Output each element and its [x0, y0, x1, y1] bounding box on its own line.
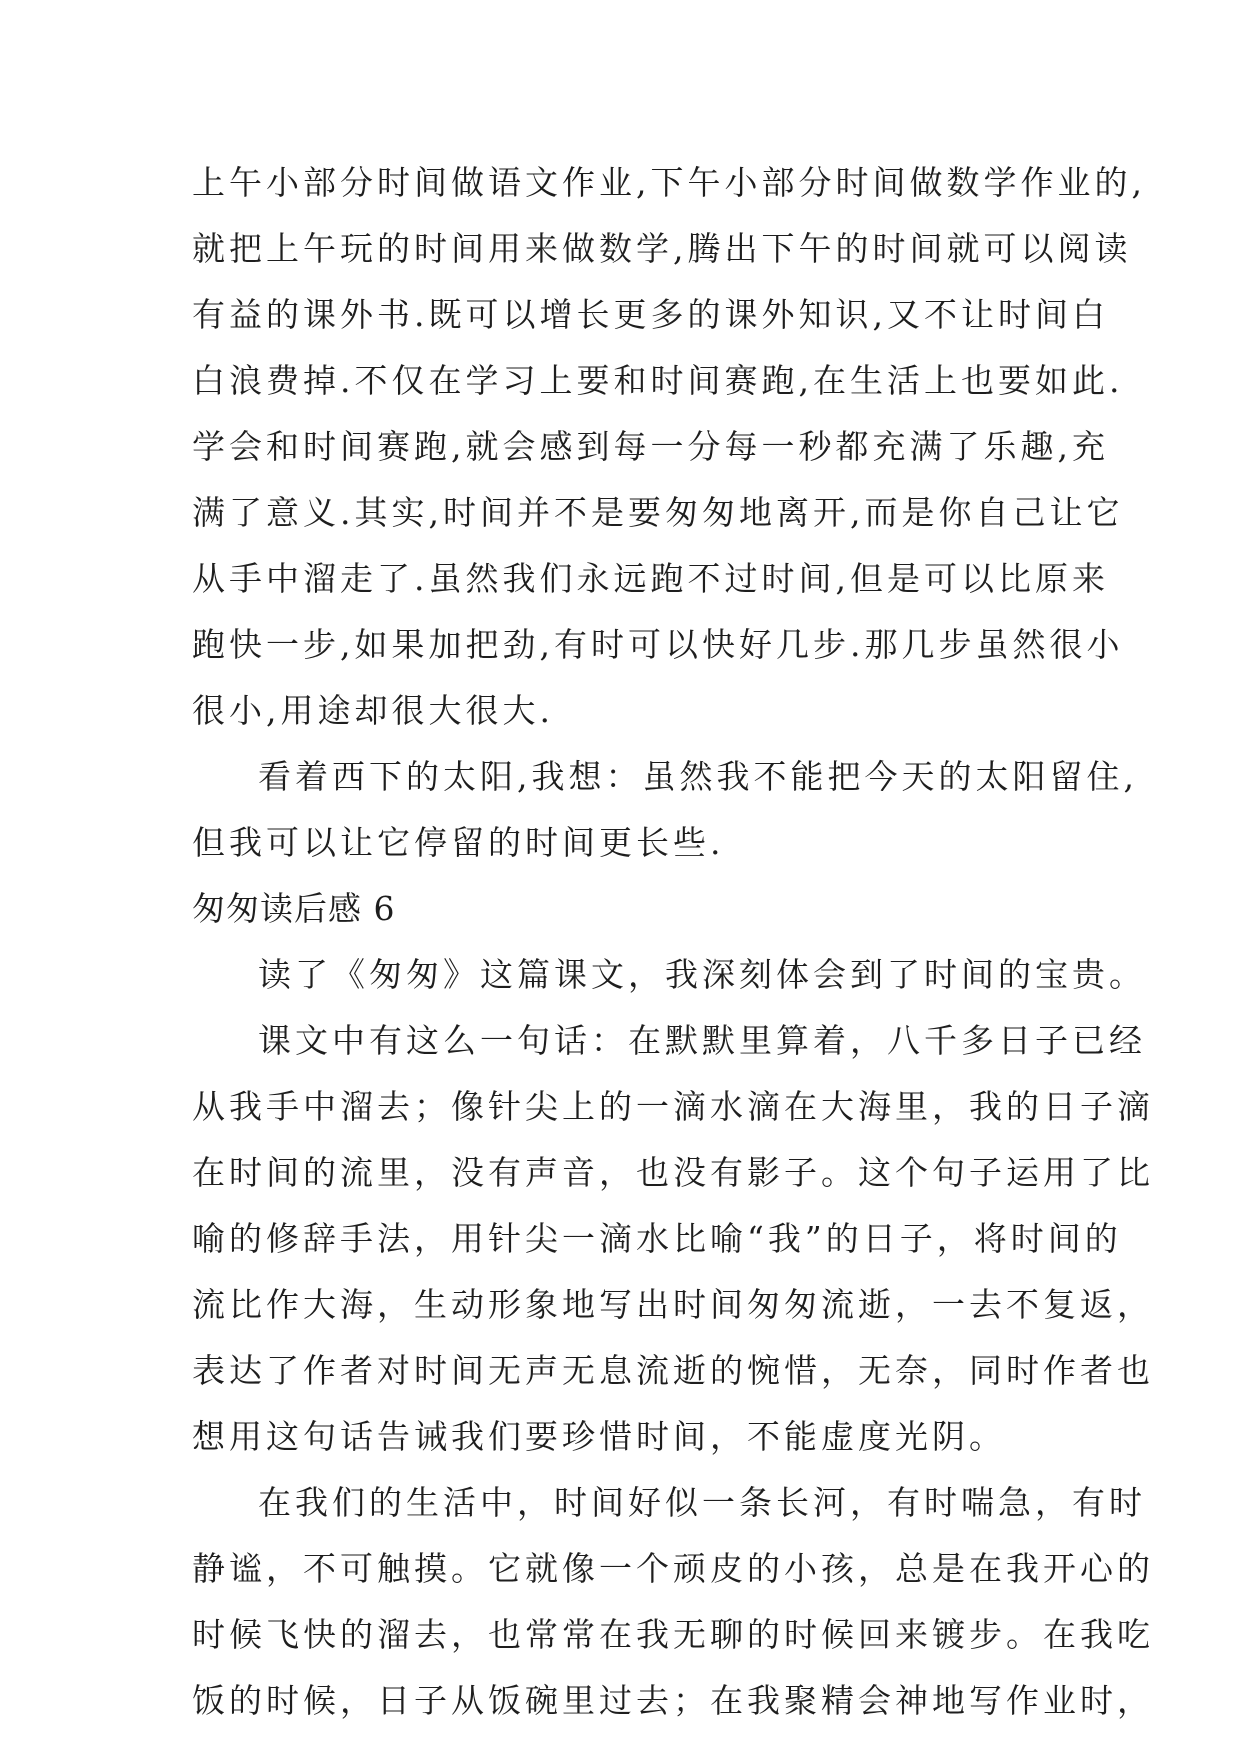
- body-line: 很小,用途却很大很大.: [192, 691, 554, 730]
- body-line: 时候飞快的溜去，也常常在我无聊的时候回来镀步。在我吃: [192, 1615, 1154, 1654]
- body-line: 从手中溜走了.虽然我们永远跑不过时间,但是可以比原来: [192, 559, 1109, 598]
- section-heading: 匆匆读后感 6: [192, 889, 396, 928]
- body-line: 流比作大海，生动形象地写出时间匆匆流逝，一去不复返，: [192, 1285, 1154, 1324]
- paragraph-start-line: 课文中有这么一句话：在默默里算着，八千多日子已经: [258, 1021, 1146, 1060]
- body-line: 白浪费掉.不仅在学习上要和时间赛跑,在生活上也要如此.: [192, 361, 1124, 400]
- body-line: 从我手中溜去；像针尖上的一滴水滴在大海里，我的日子滴: [192, 1087, 1154, 1126]
- paragraph-start-line: 看着西下的太阳,我想：虽然我不能把今天的太阳留住,: [258, 757, 1138, 796]
- document-body: [192, 150, 1154, 1734]
- body-line: 学会和时间赛跑,就会感到每一分每一秒都充满了乐趣,充: [192, 427, 1109, 466]
- body-line: 静谧，不可触摸。它就像一个顽皮的小孩，总是在我开心的: [192, 1549, 1154, 1588]
- body-line: 想用这句话告诫我们要珍惜时间，不能虚度光阴。: [192, 1417, 1006, 1456]
- body-line: 满了意义.其实,时间并不是要匆匆地离开,而是你自己让它: [192, 493, 1124, 532]
- body-line: 喻的修辞手法，用针尖一滴水比喻“我”的日子，将时间的: [192, 1219, 1122, 1258]
- body-line: 上午小部分时间做语文作业,下午小部分时间做数学作业的,: [192, 163, 1146, 202]
- body-line: 但我可以让它停留的时间更长些.: [192, 823, 725, 862]
- body-line: 表达了作者对时间无声无息流逝的惋惜，无奈，同时作者也: [192, 1351, 1154, 1390]
- body-line: 有益的课外书.既可以增长更多的课外知识,又不让时间白: [192, 295, 1109, 334]
- paragraph-start-line: 读了《匆匆》这篇课文，我深刻体会到了时间的宝贵。: [258, 955, 1146, 994]
- body-line: 饭的时候，日子从饭碗里过去；在我聚精会神地写作业时，: [192, 1681, 1154, 1720]
- body-line: 跑快一步,如果加把劲,有时可以快好几步.那几步虽然很小: [192, 625, 1124, 664]
- body-line: 就把上午玩的时间用来做数学,腾出下午的时间就可以阅读: [192, 229, 1132, 268]
- body-line: 在时间的流里，没有声音，也没有影子。这个句子运用了比: [192, 1153, 1154, 1192]
- paragraph-start-line: 在我们的生活中，时间好似一条长河，有时喘急，有时: [258, 1483, 1146, 1522]
